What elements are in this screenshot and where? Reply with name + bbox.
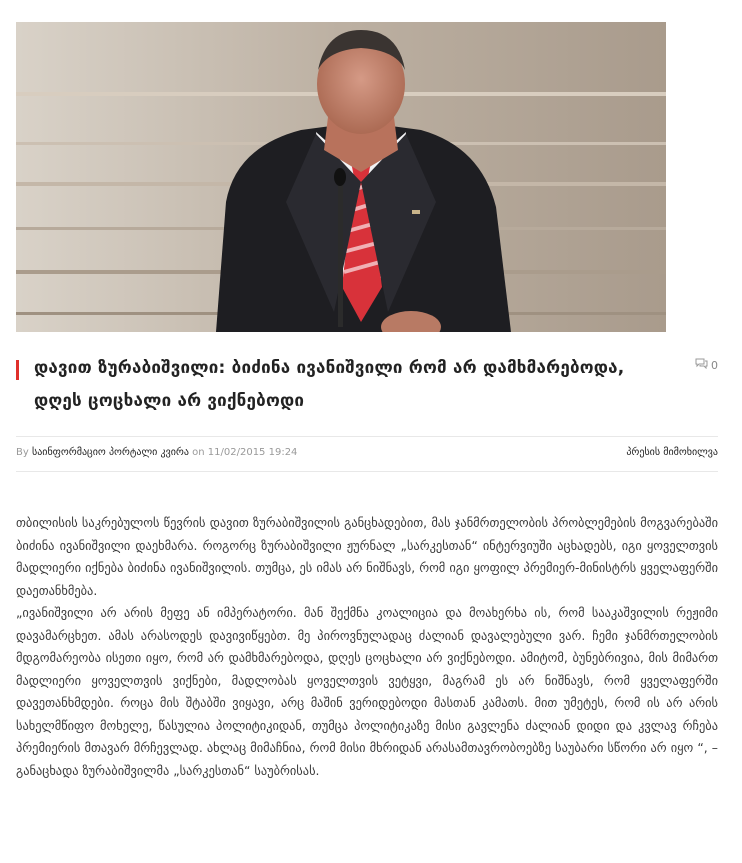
author-link[interactable]: საინფორმაციო პორტალი კვირა bbox=[31, 447, 189, 458]
speech-bubbles-icon bbox=[695, 358, 708, 372]
article-meta bbox=[16, 436, 718, 472]
byline bbox=[16, 447, 297, 458]
comment-count: 0 bbox=[711, 358, 718, 372]
article-title[interactable]: დავით ზურაბიშვილი: ბიძინა ივანიშვილი რომ არ დამხმარებოდა, დღეს ცოცხალი არ ვიქნებოდი bbox=[34, 358, 625, 411]
publish-date: 11/02/2015 19:24 bbox=[207, 447, 298, 458]
comments-link[interactable] bbox=[695, 358, 718, 372]
article-body bbox=[16, 512, 718, 782]
on-label: on bbox=[192, 447, 205, 458]
article-paragraph-1: თბილისის საკრებულოს წევრის დავით ზურაბიშვილის განცხადებით, მას ჯანმრთელობის პრობლემების მოგვარებაში ბიძინა ივანიშვილი დაეხმარა. როგორც ზურაბიშვილი ჟურნალ „სარკესთან“ ინტერვიუში აცხადებს, იგი ყოველთვის მადლიერი იქნება ბიძინა ივანიშვილის. თუმცა, ეს იმას არ ნიშნავს, რომ იგი ყოფილ პრემიერ-მინისტრს ყველაფერში დაეთანხმება. bbox=[16, 515, 718, 598]
article-photo bbox=[16, 22, 666, 332]
title-accent-bar bbox=[16, 360, 19, 380]
category-link[interactable]: პრესის მიმოხილვა bbox=[626, 447, 718, 458]
by-label: By bbox=[16, 447, 29, 458]
article-paragraph-2: „ივანიშვილი არ არის მეფე ან იმპერატორი. მან შექმნა კოალიცია და მოახერხა ის, რომ სააკაშვილის რეჟიმი დავამარცხეთ. ამას არასოდეს დავივიწყებთ. მე პიროვნულადაც ძალიან დავალებული ვარ. ჩემი ჯანმრთელობის მდგომარეობა ისეთი იყო, რომ არ დამხმარებოდა, დღეს ცოცხალი არ ვიქნებოდი. ამიტომ, ბუნებრივია, მის მიმართ მადლიერი ყოველთვის ვიქნები, მადლობას ყოველთვის ვეტყვი, მაგრამ ეს არ ნიშნავს, რომ ყველაფერში დავეთანხმდები. როცა მის შტაბში ვიყავი, არც მაშინ ვერიდებოდი მასთან კამათს. მით უმეტეს, რომ ის არ არის სახელმწიფო მოხელე, წასულია პოლიტიკიდან, თუმცა პოლიტიკაზე მისი გავლენა ძალიან დიდი და კვლავ რჩება პრემიერის მთავარ მრჩევლად. ახლაც მიმაჩნია, რომ მისი მხრიდან არასამთავრობოებზე საუბარი სწორი არ იყო “, – განაცხადა ზურაბიშვილმა „სარკესთან“ საუბრისას. bbox=[16, 605, 718, 778]
article-header bbox=[16, 352, 718, 422]
